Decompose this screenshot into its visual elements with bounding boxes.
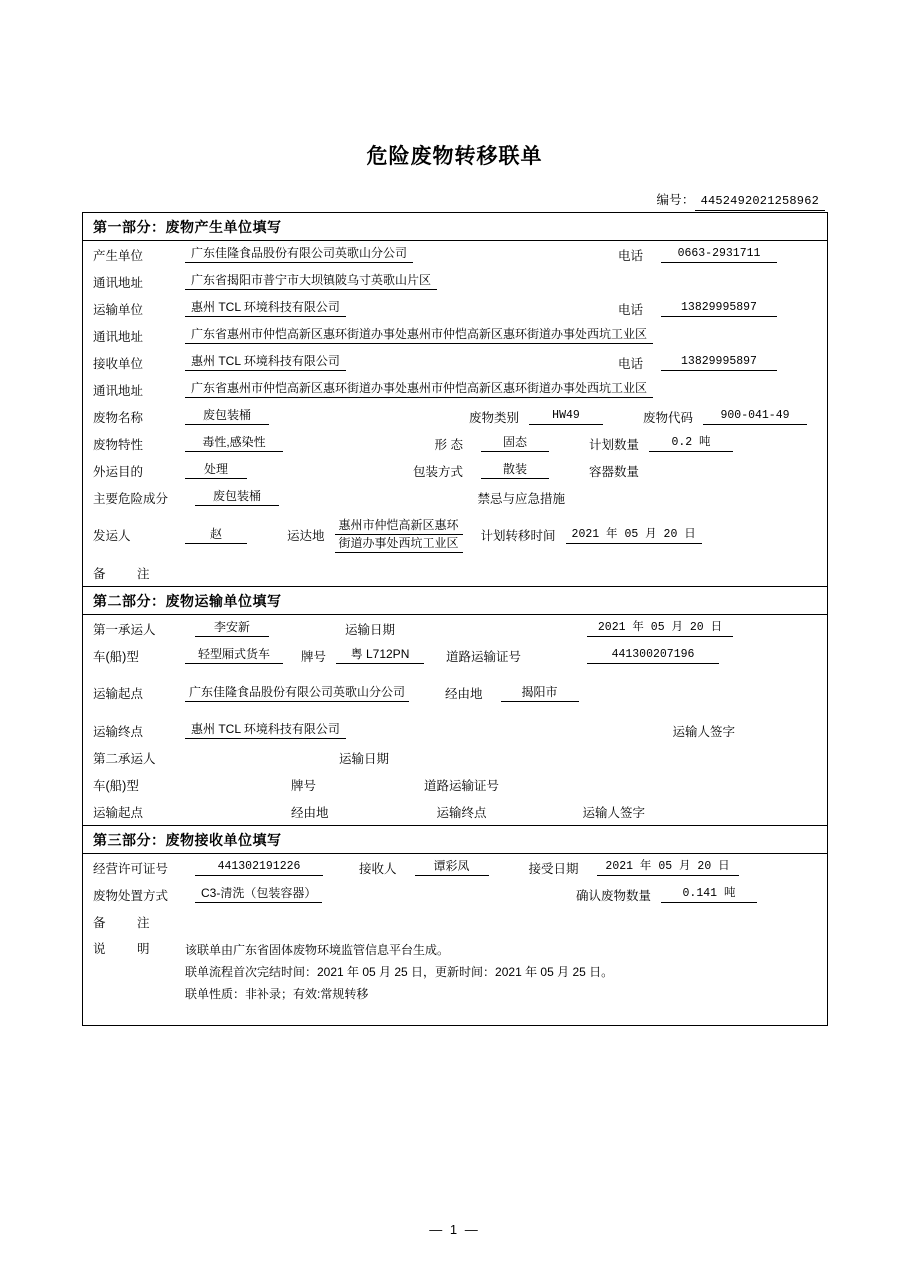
waste-form-label: 形 态: [434, 437, 463, 452]
first-carrier-signature-label: 运输人签字: [672, 724, 735, 739]
confirm-qty-value: 0.141 吨: [661, 886, 757, 903]
first-carrier-origin-label: 运输起点: [93, 687, 144, 701]
section3-body: [83, 854, 828, 1026]
row-producer-address: [83, 268, 827, 295]
second-carrier-permit-label: 道路运输证号: [424, 778, 500, 793]
confirm-qty-label: 确认废物数量: [575, 888, 651, 903]
first-carrier-via-value: 揭阳市: [501, 685, 579, 702]
section1-body: [83, 241, 828, 587]
accept-date-value: 2021 年 05 月 20 日: [597, 859, 739, 876]
section3-remark-value: [185, 921, 597, 922]
taboo-value: [565, 497, 687, 498]
first-carrier-origin-value: [185, 684, 409, 702]
receiver-phone-value: 13829995897: [661, 354, 777, 371]
first-carrier-date-label: 运输日期: [345, 622, 396, 637]
section2-header: 第二部分：废物运输单位填写: [83, 587, 828, 615]
row-first-carrier-origin: [83, 669, 827, 717]
disposal-value: C3-清洗（包装容器）: [195, 886, 322, 903]
manifest-code-label: 编号：: [656, 193, 695, 207]
first-carrier-person-value: 李安新: [195, 620, 269, 637]
second-carrier-plate-label: 牌号: [291, 778, 317, 793]
carrier-value: 惠州 TCL 环境科技有限公司: [185, 300, 346, 317]
receiver-person-value: 谭彩凤: [415, 859, 489, 876]
statement-line-3: 联单性质：非补录；有效:常规转移: [185, 987, 369, 1001]
row-purpose: [83, 457, 827, 484]
hazard-value: 废包装桶: [195, 489, 279, 506]
row-second-carrier-person: [83, 744, 827, 771]
shipper-label: 发运人: [93, 529, 131, 543]
section1-remark-label: 备 注: [93, 566, 164, 581]
second-carrier-destination-value: [487, 811, 583, 812]
row-first-carrier-vehicle: [83, 642, 827, 669]
second-carrier-origin-label: 运输起点: [93, 805, 144, 820]
receiver-address-label: 通讯地址: [93, 383, 144, 398]
section2-body: [83, 615, 828, 826]
row-second-carrier-vehicle: [83, 771, 827, 798]
receiver-person-label: 接收人: [359, 861, 397, 876]
receiver-label: 接收单位: [93, 356, 144, 371]
first-carrier-person-label: 第一承运人: [93, 622, 156, 637]
row-producer: [83, 241, 827, 268]
taboo-label: 禁忌与应急措施: [477, 491, 565, 506]
receiver-value: 惠州 TCL 环境科技有限公司: [185, 354, 346, 371]
second-carrier-vehicle-label: 车(船)型: [93, 778, 139, 793]
section1-remark-value: [185, 572, 597, 573]
purpose-value: 处理: [185, 462, 247, 479]
plan-time-label: 计划转移时间: [480, 529, 556, 543]
disposal-label: 废物处置方式: [93, 888, 169, 903]
row-first-carrier-destination: [83, 717, 827, 744]
accept-date-label: 接受日期: [528, 861, 579, 876]
package-value: 散装: [481, 462, 549, 479]
page-title: 危险废物转移联单: [366, 145, 543, 168]
section1-header: 第一部分：废物产生单位填写: [83, 213, 828, 241]
producer-value: 广东佳隆食品股份有限公司英歌山分公司: [185, 246, 413, 263]
waste-code-value: 900-041-49: [703, 408, 807, 425]
first-carrier-plate-value: 粤 L712PN: [336, 647, 424, 664]
package-label: 包装方式: [412, 464, 463, 479]
first-carrier-destination-value: 惠州 TCL 环境科技有限公司: [185, 722, 346, 739]
waste-form-value: 固态: [481, 435, 549, 452]
first-carrier-permit-value: 441300207196: [587, 647, 719, 664]
carrier-address-label: 通讯地址: [93, 329, 144, 344]
waste-property-value: 毒性,感染性: [185, 435, 283, 452]
row-hazard: [83, 484, 827, 511]
second-carrier-origin-value: [185, 811, 291, 812]
second-carrier-person-label: 第二承运人: [93, 751, 156, 766]
hazard-label: 主要危险成分: [93, 491, 169, 506]
row-carrier-address: [83, 322, 827, 349]
second-carrier-plate-value: [316, 784, 424, 785]
producer-phone-label: 电话: [617, 248, 643, 263]
destination-value-line2: 街道办事处西坑工业区: [335, 535, 463, 553]
waste-class-value: HW49: [529, 408, 603, 425]
license-value: 441302191226: [195, 859, 323, 876]
first-carrier-destination-label: 运输终点: [93, 724, 144, 739]
carrier-phone-value: 13829995897: [661, 300, 777, 317]
row-section3-remark: [83, 908, 827, 935]
waste-property-label: 废物特性: [93, 437, 144, 452]
second-carrier-destination-label: 运输终点: [436, 805, 487, 820]
section3-remark-label: 备 注: [93, 915, 164, 930]
manifest-form: [82, 212, 828, 1026]
waste-code-label: 废物代码: [642, 410, 693, 425]
row-statement: [83, 935, 827, 1011]
first-carrier-origin-text: 广东佳隆食品股份有限公司英歌山分公司: [185, 684, 409, 702]
page-number: — 1 —: [429, 1222, 480, 1237]
license-label: 经营许可证号: [93, 861, 169, 876]
row-waste-property: [83, 430, 827, 457]
producer-phone-value: 0663-2931711: [661, 246, 777, 263]
producer-label: 产生单位: [93, 248, 144, 263]
carrier-phone-label: 电话: [617, 302, 643, 317]
destination-label: 运达地: [287, 529, 325, 543]
second-carrier-person-value: [185, 757, 339, 758]
plan-qty-label: 计划数量: [588, 437, 639, 452]
producer-address-label: 通讯地址: [93, 275, 144, 290]
statement-label: 说 明: [93, 942, 164, 956]
row-disposal: [83, 881, 827, 908]
producer-address-value: 广东省揭阳市普宁市大坝镇陂乌寸英歌山片区: [185, 273, 437, 290]
row-license: [83, 854, 827, 881]
first-carrier-permit-label: 道路运输证号: [446, 649, 522, 664]
first-carrier-date-value: 2021 年 05 月 20 日: [587, 620, 733, 637]
second-carrier-signature-label: 运输人签字: [582, 805, 646, 820]
row-receiver: [83, 349, 827, 376]
section3-header: 第三部分：废物接收单位填写: [83, 826, 828, 854]
first-carrier-plate-label: 牌号: [301, 649, 327, 664]
row-first-carrier-person: [83, 615, 827, 642]
shipper-value: 赵: [185, 527, 247, 544]
destination-value-line1: 惠州市仲恺高新区惠环: [335, 517, 463, 535]
plan-qty-value: 0.2 吨: [649, 435, 733, 452]
container-value: [649, 470, 733, 471]
destination-value: [335, 517, 463, 553]
row-section1-remark: [83, 559, 827, 586]
first-carrier-vehicle-label: 车(船)型: [93, 649, 139, 664]
second-carrier-date-label: 运输日期: [339, 751, 390, 766]
container-label: 容器数量: [588, 464, 639, 479]
statement-line-2: 联单流程首次完结时间：2021 年 05 月 25 日，更新时间：2021 年 05 月 25 日。: [185, 965, 614, 979]
row-second-carrier-origin: [83, 798, 827, 825]
second-carrier-via-label: 经由地: [291, 805, 329, 820]
receiver-address-value: 广东省惠州市仲恺高新区惠环街道办事处惠州市仲恺高新区惠环街道办事处西坑工业区: [185, 381, 653, 398]
statement-body: [185, 939, 817, 1005]
first-carrier-vehicle-value: 轻型厢式货车: [185, 647, 283, 664]
second-carrier-via-value: [329, 811, 437, 812]
second-carrier-vehicle-value: [185, 784, 291, 785]
waste-class-label: 废物类别: [468, 410, 519, 425]
purpose-label: 外运目的: [93, 464, 144, 479]
row-carrier: [83, 295, 827, 322]
row-shipper: [83, 511, 827, 559]
waste-name-value: 废包装桶: [185, 408, 269, 425]
plan-time-value: 2021 年 05 月 20 日: [566, 527, 702, 544]
carrier-address-value: 广东省惠州市仲恺高新区惠环街道办事处惠州市仲恺高新区惠环街道办事处西坑工业区: [185, 327, 653, 344]
receiver-phone-label: 电话: [617, 356, 643, 371]
manifest-code: [656, 190, 825, 211]
first-carrier-via-label: 经由地: [445, 687, 483, 701]
waste-name-label: 废物名称: [93, 410, 144, 425]
row-receiver-address: [83, 376, 827, 403]
manifest-code-value: 4452492021258962: [695, 194, 825, 211]
row-waste-name: [83, 403, 827, 430]
carrier-label: 运输单位: [93, 302, 144, 317]
statement-line-1: 该联单由广东省固体废物环境监管信息平台生成。: [185, 943, 450, 957]
